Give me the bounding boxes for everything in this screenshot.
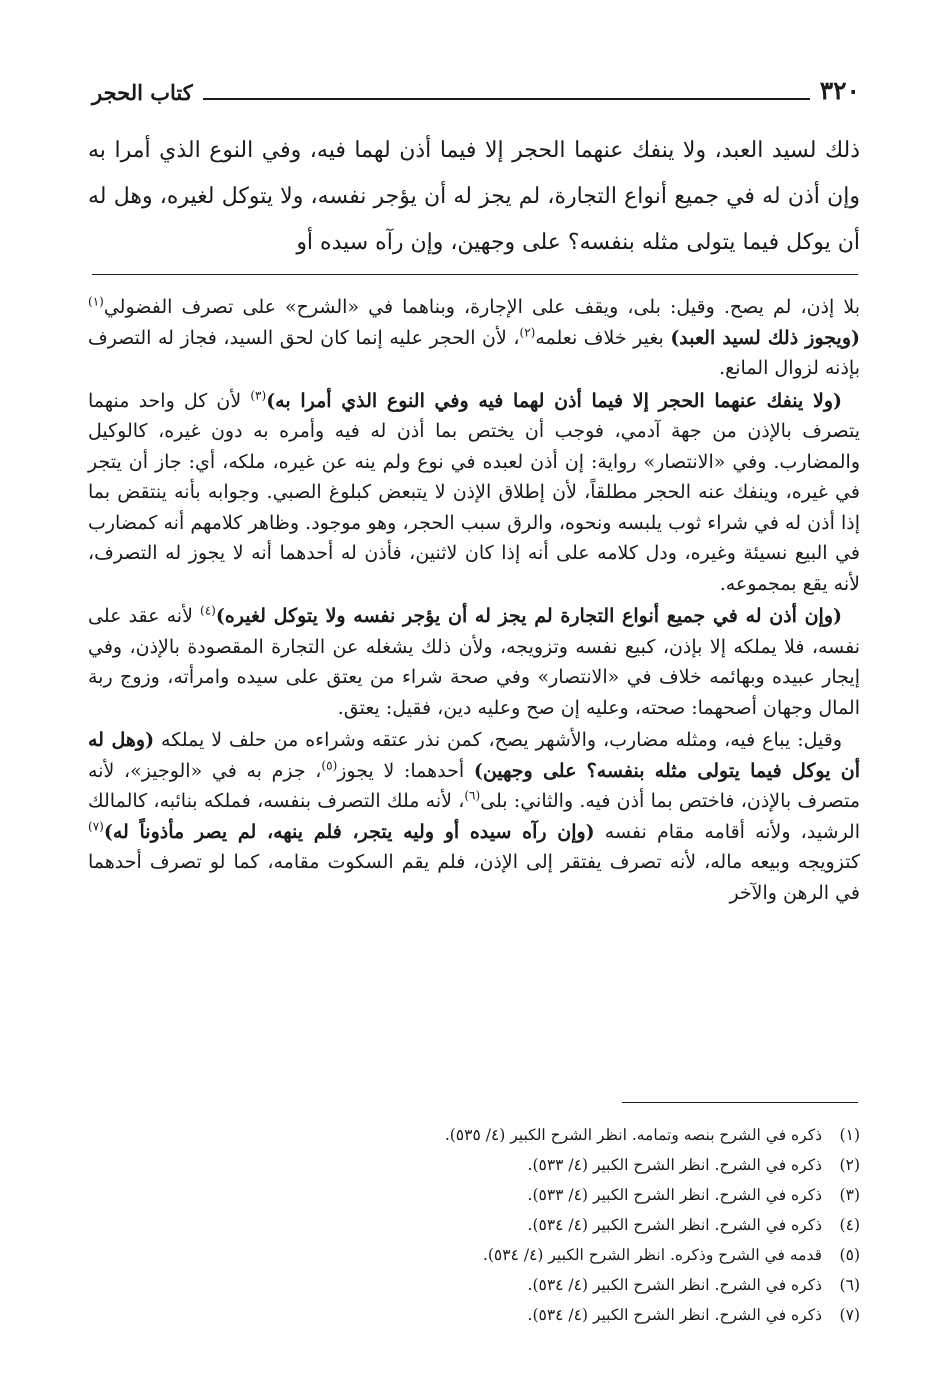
sharh-text: ، لأنه ملك التصرف بنفسه، فملكه بنائبه، كالمالك الرشيد، ولأنه أقامه مقام نفسه xyxy=(88,790,860,843)
footnote-text: ذكره في الشرح. انظر الشرح الكبير (٤/ ٥٣٣). xyxy=(527,1156,822,1174)
footnote-number: (١) xyxy=(839,1126,860,1144)
matn-quote: (وإن أذن له في جميع أنواع التجارة لم يجز له أن يؤجر نفسه ولا يتوكل لغيره) xyxy=(215,605,842,627)
footnote-ref[interactable]: (٤) xyxy=(200,603,216,618)
sharh-paragraph-4 xyxy=(88,725,860,908)
footnote-item xyxy=(300,1210,860,1240)
sharh-text: لأن كل واحد منهما يتصرف بالإذن من جهة آدمي، فوجب أن يختص بما أذن له فيه وأمره به دون غيره، كالوكيل والمضارب. وفي «الانتصار» رواية: إن أذن لعبده في نوع ولم ينه عن غيره، ملكه، أي: جاز أن يتجر في غيره، وينفك عنه الحجر مطلقاً، لأن إطلاق الإذن لا يتبعض كبلوغ الصبي. وجوابه بأنه ينتقض بما إذا أذن له في شراء ثوب يلبسه ونحوه، والرق سبب الحجر، وهو موجود. وظاهر كلامهم أنه كمضارب في البيع نسيئة وغيره، ودل كلامه على أنه إذا كان لاثنين، فأذن له أحدهما أنه لا يجوز له التصرف، لأنه يقع بمجموعه. xyxy=(88,389,860,595)
footnote-ref[interactable]: (١) xyxy=(88,294,104,309)
footnote-ref[interactable]: (٢) xyxy=(519,325,536,340)
footnote-item xyxy=(300,1150,860,1180)
matn-text-block xyxy=(88,128,860,266)
footnote-ref[interactable]: (٥) xyxy=(321,758,338,773)
header-rule xyxy=(203,98,810,100)
sharh-paragraph-2 xyxy=(88,386,860,600)
sharh-text: ، جزم به في «الوجيز»، لأنه متصرف بالإذن، فاختص بما أذن فيه. والثاني: بلى xyxy=(88,759,860,812)
footnote-text: قدمه في الشرح وذكره. انظر الشرح الكبير (٤/ ٥٣٤). xyxy=(482,1246,822,1264)
matn-quote: (وهل له أن يوكل فيما يتولى مثله بنفسه؟ على وجهين) xyxy=(88,729,860,782)
footnote-number: (٤) xyxy=(839,1216,860,1234)
footnote-text: ذكره في الشرح. انظر الشرح الكبير (٤/ ٥٣٤). xyxy=(527,1306,822,1324)
sharh-text: وقيل: يباع فيه، ومثله مضارب، والأشهر يصح، كمن نذر عتقه وشراءه من حلف لا يملكه xyxy=(154,729,843,751)
sharh-text: بلا إذن، لم يصح. وقيل: بلى، ويقف على الإجارة، وبناهما في «الشرح» على تصرف الفضولي xyxy=(103,296,860,318)
footnote-ref[interactable]: (٦) xyxy=(464,788,481,803)
footnote-number: (٥) xyxy=(839,1246,860,1264)
footnote-number: (٢) xyxy=(839,1156,860,1174)
footnote-item xyxy=(300,1270,860,1300)
footnote-number: (٧) xyxy=(839,1306,860,1324)
footnote-text: ذكره في الشرح. انظر الشرح الكبير (٤/ ٥٣٤). xyxy=(527,1276,822,1294)
page-number: ٣٢٠ xyxy=(819,76,860,105)
matn-paragraph: ذلك لسيد العبد، ولا ينفك عنهما الحجر إلا فيما أذن لهما فيه، وفي النوع الذي أمرا به وإن أذن له في جميع أنواع التجارة، لم يجز له أن يؤجر نفسه، ولا يتوكل لغيره، وهل له أن يوكل فيما يتولى مثله بنفسه؟ على وجهين، وإن رآه سيده أو xyxy=(88,138,860,255)
sharh-text: ، لأن الحجر عليه إنما كان لحق السيد، فجاز له التصرف بإذنه لزوال المانع. xyxy=(88,326,860,379)
sharh-text: كتزويجه وبيعه ماله، لأنه تصرف يفتقر إلى الإذن، فلم يقم السكوت مقامه، كما لو تصرف أحدهما في الرهن والآخر xyxy=(88,851,860,904)
sharh-text: أحدهما: لا يجوز xyxy=(337,759,474,782)
footnote-number: (٣) xyxy=(839,1186,860,1204)
footnote-ref[interactable]: (٧) xyxy=(88,819,104,834)
matn-quote: (وإن رآه سيده أو وليه يتجر، فلم ينهه، لم يصر مأذوناً له) xyxy=(103,820,595,843)
footnote-ref[interactable]: (٣) xyxy=(250,388,267,403)
footnote-item xyxy=(300,1120,860,1150)
footnote-text: ذكره في الشرح. انظر الشرح الكبير (٤/ ٥٣٤). xyxy=(527,1216,822,1234)
book-title: كتاب الحجر xyxy=(92,80,193,105)
matn-quote: (ولا ينفك عنهما الحجر إلا فيما أذن لهما فيه وفي النوع الذي أمرا به) xyxy=(266,389,843,412)
matn-divider xyxy=(92,274,858,275)
sharh-paragraph-1 xyxy=(88,292,860,384)
footnote-text: ذكره في الشرح بنصه وتمامه. انظر الشرح الكبير (٤/ ٥٣٥). xyxy=(444,1126,822,1144)
sharh-commentary xyxy=(88,292,860,910)
footnote-rule xyxy=(622,1102,858,1103)
footnote-item xyxy=(300,1180,860,1210)
footnote-item xyxy=(300,1300,860,1330)
sharh-text: لأنه عقد على نفسه، فلا يملكه إلا بإذن، كبيع نفسه وتزويجه، ولأن ذلك يشغله عن التجارة المقصودة بالإذن، وفي إيجار عبيده وبهائمه خلاف في «الانتصار» وفي صحة شراء من يعتق على سيده وامرأته، وزوج ربة المال وجهان أصحهما: صحته، وعليه إن صح وعليه دين، فقيل: يعتق. xyxy=(88,605,860,719)
sharh-paragraph-3 xyxy=(88,601,860,723)
matn-quote: (ويجوز ذلك لسيد العبد) xyxy=(670,326,860,349)
sharh-text: بغير خلاف نعلمه xyxy=(535,326,671,349)
page-header xyxy=(92,72,860,106)
footnote-item xyxy=(300,1240,860,1270)
footnotes-list xyxy=(300,1120,860,1330)
footnote-number: (٦) xyxy=(839,1276,860,1294)
footnote-text: ذكره في الشرح. انظر الشرح الكبير (٤/ ٥٣٣). xyxy=(527,1186,822,1204)
